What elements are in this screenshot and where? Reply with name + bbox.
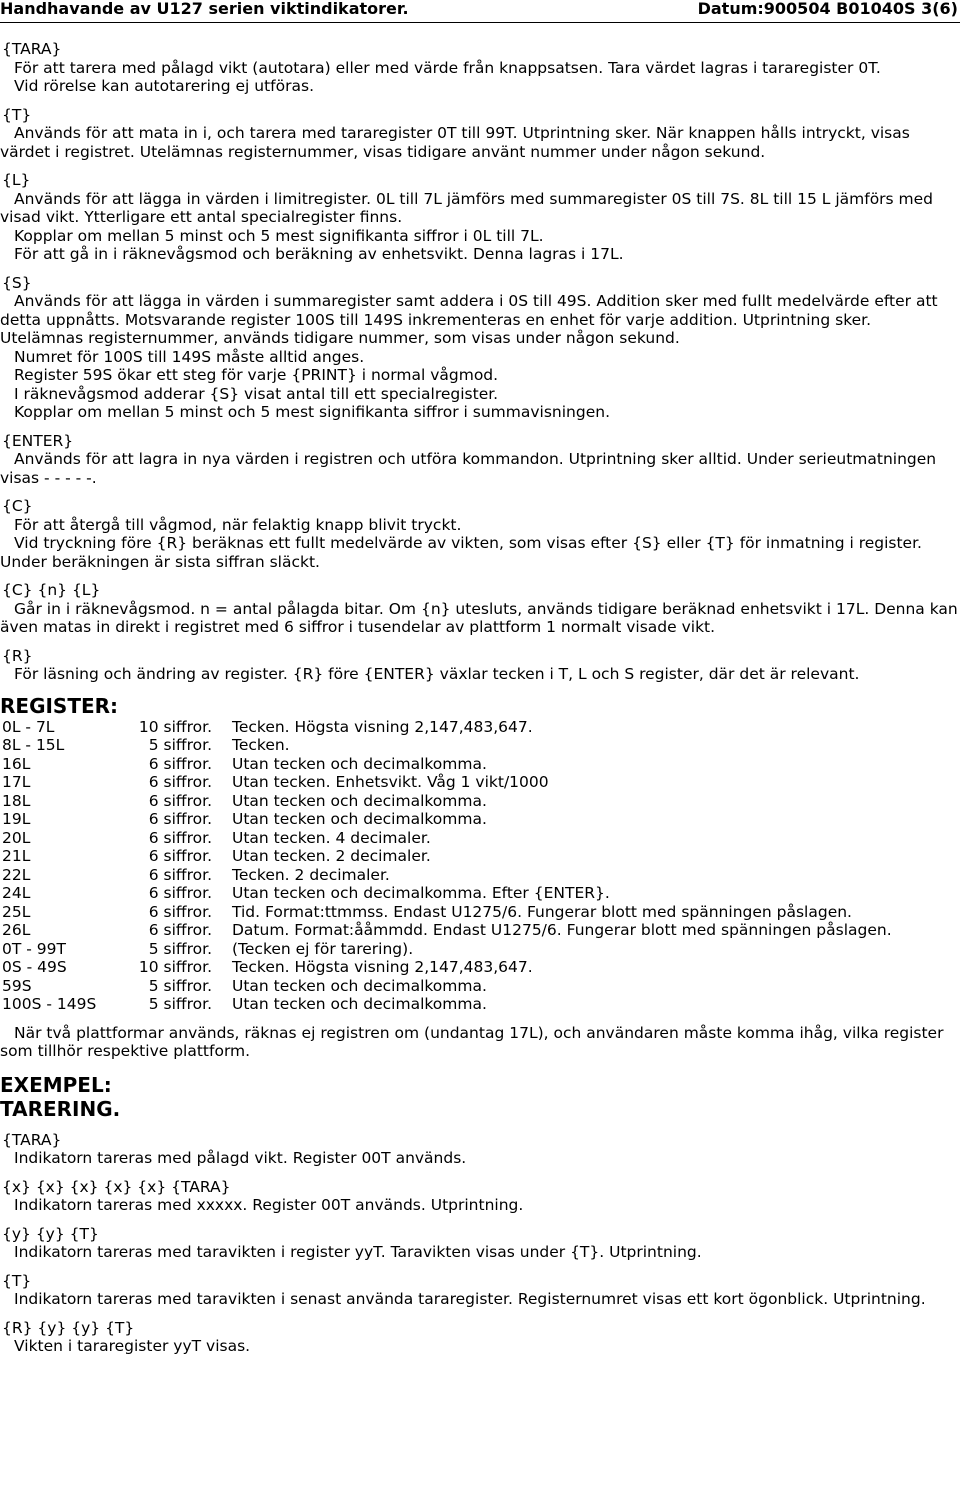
page-header [0,0,960,20]
register-digits: 5 siffror. [148,995,212,1013]
register-row [0,718,892,737]
register-row [0,958,892,977]
document-meta: Datum:900504 B01040S 3(6) [697,0,958,18]
register-row [0,736,892,755]
example-key: {T} [2,1271,32,1290]
register-row [0,792,892,811]
section-line: Kopplar om mellan 5 minst och 5 mest signifikanta siffror i summavisningen. [14,403,611,421]
register-row [0,903,892,922]
register-digits: 6 siffror. [148,902,212,921]
register-description: Tecken. Högsta visning 2,147,483,647. [232,717,533,736]
register-name: 0S - 49S [2,958,67,976]
register-name: 20L [2,828,31,847]
example-key: {y} {y} {T} [2,1224,99,1243]
register-row [0,755,892,774]
section-l [0,171,958,264]
section-key: {L} [2,171,31,189]
section-key: {S} [2,273,32,292]
register-description: Tid. Format:ttmmss. Endast U1275/6. Fungerar blott med spänningen påslagen. [232,902,852,921]
register-heading: REGISTER: [0,693,119,718]
register-row [0,884,892,903]
register-name: 21L [2,847,31,865]
example-item [0,1225,958,1262]
register-row [0,829,892,848]
register-description: Utan tecken. 2 decimaler. [232,847,431,865]
section-key: {T} [2,105,32,124]
section-s [0,274,958,422]
example-key: {x} {x} {x} {x} {x} {TARA} [2,1177,231,1196]
register-description: Utan tecken och decimalkomma. [232,810,487,828]
section-key: {R} [2,646,33,665]
document-title: Handhavande av U127 serien viktindikatorer. [0,0,409,18]
register-name: 0T - 99T [2,939,66,958]
section-c-n-l [0,581,958,637]
section-line: För att gå in i räknevågsmod och beräkning av enhetsvikt. Denna lagras i 17L. [14,245,624,263]
register-row [0,921,892,940]
register-name: 25L [2,902,31,921]
section-enter [0,432,958,488]
example-item [0,1178,958,1215]
section-line: För läsning och ändring av register. {R} före {ENTER} växlar tecken i T, L och S register, där det är relevant. [14,665,860,683]
register-name: 17L [2,773,31,791]
register-name: 24L [2,884,31,902]
register-name: 59S [2,976,32,995]
section-line: I räknevågsmod adderar {S} visat antal till ett specialregister. [14,384,499,403]
register-digits: 6 siffror. [148,791,212,810]
section-key: {C} [2,497,33,515]
example-key: {R} {y} {y} {T} [2,1318,135,1337]
section-key: {ENTER} [2,431,74,450]
section-line: Används för att lagra in nya värden i registren och utföra kommandon. Utprintning sker alltid. Under serieutmatningen visas - - - - -. [0,450,937,487]
register-description: Utan tecken och decimalkomma. [232,791,487,810]
register-digits: 6 siffror. [148,884,212,902]
register-name: 26L [2,921,31,939]
register-digits: 10 siffror. [138,717,212,736]
section-r [0,647,958,684]
register-digits: 10 siffror. [138,958,212,976]
register-digits: 6 siffror. [148,847,212,865]
register-name: 8L - 15L [2,736,65,754]
register-description: Utan tecken. 4 decimaler. [232,828,431,847]
register-digits: 6 siffror. [148,921,212,939]
register-description: Utan tecken och decimalkomma. Efter {ENTER}. [232,884,610,902]
register-name: 22L [2,865,31,884]
register-row [0,995,892,1014]
section-line: Används för att lägga in värden i limitregister. 0L till 7L jämförs med summaregister 0S till 7S. 8L till 15 L jämförs med visad vikt. Ytterligare ett antal specialregister finns. [0,189,934,226]
document-body [0,40,958,1366]
section-line: Register 59S ökar ett steg för varje {PRINT} i normal vågmod. [14,366,499,384]
section-line: Går in i räknevågsmod. n = antal pålagda bitar. Om {n} utesluts, används tidigare beräknad enhetsvikt i 17L. Denna kan även matas in direkt i registret med 6 siffror i tusendelar av plattform 1 normalt visade vikt. [0,599,958,636]
register-note: När två plattformar används, räknas ej registren om (undantag 17L), och användaren måste komma ihåg, vilka register som tillhör respektive plattform. [0,1023,944,1060]
register-row [0,773,892,792]
section-line: Kopplar om mellan 5 minst och 5 mest signifikanta siffror i 0L till 7L. [14,226,544,245]
register-description: Datum. Format:ååmmdd. Endast U1275/6. Fungerar blott med spänningen påslagen. [232,921,892,939]
register-row [0,977,892,996]
section-line: Vid tryckning före {R} beräknas ett fullt medelvärde av vikten, som visas efter {S} eller {T} för inmatning i register. Under beräkningen är sista siffran släckt. [0,534,922,571]
register-name: 18L [2,791,31,810]
register-row [0,940,892,959]
register-name: 0L - 7L [2,717,55,736]
register-description: Utan tecken. Enhetsvikt. Våg 1 vikt/1000 [232,773,549,791]
example-heading: EXEMPEL: [0,1072,112,1097]
section-line: Används för att mata in i, och tarera med tararegister 0T till 99T. Utprintning sker. När knappen hålls intryckt, visas värdet i registret. Utelämnas registernummer, visas tidigare använt nummer under någon sekund. [0,124,910,161]
section-c [0,497,958,571]
example-item [0,1272,958,1309]
example-text: Indikatorn tareras med pålagd vikt. Register 00T används. [14,1149,467,1167]
section-t [0,106,958,162]
section-key: {TARA} [2,40,62,58]
section-line: För att tarera med pålagd vikt (autotara) eller med värde från knappsatsen. Tara värdet lagras i tararegister 0T. [14,58,881,77]
section-line: Numret för 100S till 149S måste alltid anges. [14,347,365,366]
register-digits: 6 siffror. [148,865,212,884]
register-description: (Tecken ej för tarering). [232,939,414,958]
register-table [0,718,892,1014]
section-line: För att återgå till vågmod, när felaktig knapp blivit tryckt. [14,515,462,534]
register-digits: 6 siffror. [148,828,212,847]
section-tara [0,40,958,96]
register-description: Utan tecken och decimalkomma. [232,754,487,773]
register-description: Utan tecken och decimalkomma. [232,995,487,1013]
example-key: {TARA} [2,1130,62,1149]
register-digits: 5 siffror. [148,939,212,958]
example-text: Indikatorn tareras med xxxxx. Register 00T används. Utprintning. [14,1196,524,1214]
register-name: 16L [2,754,31,773]
register-digits: 6 siffror. [148,773,212,791]
register-description: Tecken. 2 decimaler. [232,865,390,884]
register-digits: 6 siffror. [148,810,212,828]
example-text: Indikatorn tareras med taravikten i senast använda tararegister. Registernumret visas ett kort ögonblick. Utprintning. [14,1290,926,1308]
example-subheading: TARERING. [0,1096,121,1121]
register-name: 19L [2,810,31,828]
example-text: Indikatorn tareras med taravikten i register yyT. Taravikten visas under {T}. Utprintning. [14,1243,702,1261]
register-description: Utan tecken och decimalkomma. [232,976,487,995]
register-row [0,847,892,866]
register-digits: 6 siffror. [148,754,212,773]
register-name: 100S - 149S [2,995,97,1013]
register-description: Tecken. Högsta visning 2,147,483,647. [232,958,533,976]
example-item [0,1319,958,1356]
register-row [0,866,892,885]
example-item [0,1131,958,1168]
section-key: {C} {n} {L} [2,581,101,599]
register-digits: 5 siffror. [148,736,212,754]
register-row [0,810,892,829]
section-line: Vid rörelse kan autotarering ej utföras. [14,77,314,95]
register-digits: 5 siffror. [148,976,212,995]
header-rule [0,22,960,23]
section-line: Används för att lägga in värden i summaregister samt addera i 0S till 49S. Addition sker med fullt medelvärde efter att detta uppnåtts. Motsvarande register 100S till 149S inkrementeras en enhet för varje addition. Utprintning sker. Utelämnas registernummer, används tidigare nummer, som visas under någon sekund. [0,292,938,347]
example-text: Vikten i tararegister yyT visas. [14,1337,251,1355]
register-description: Tecken. [232,736,290,754]
